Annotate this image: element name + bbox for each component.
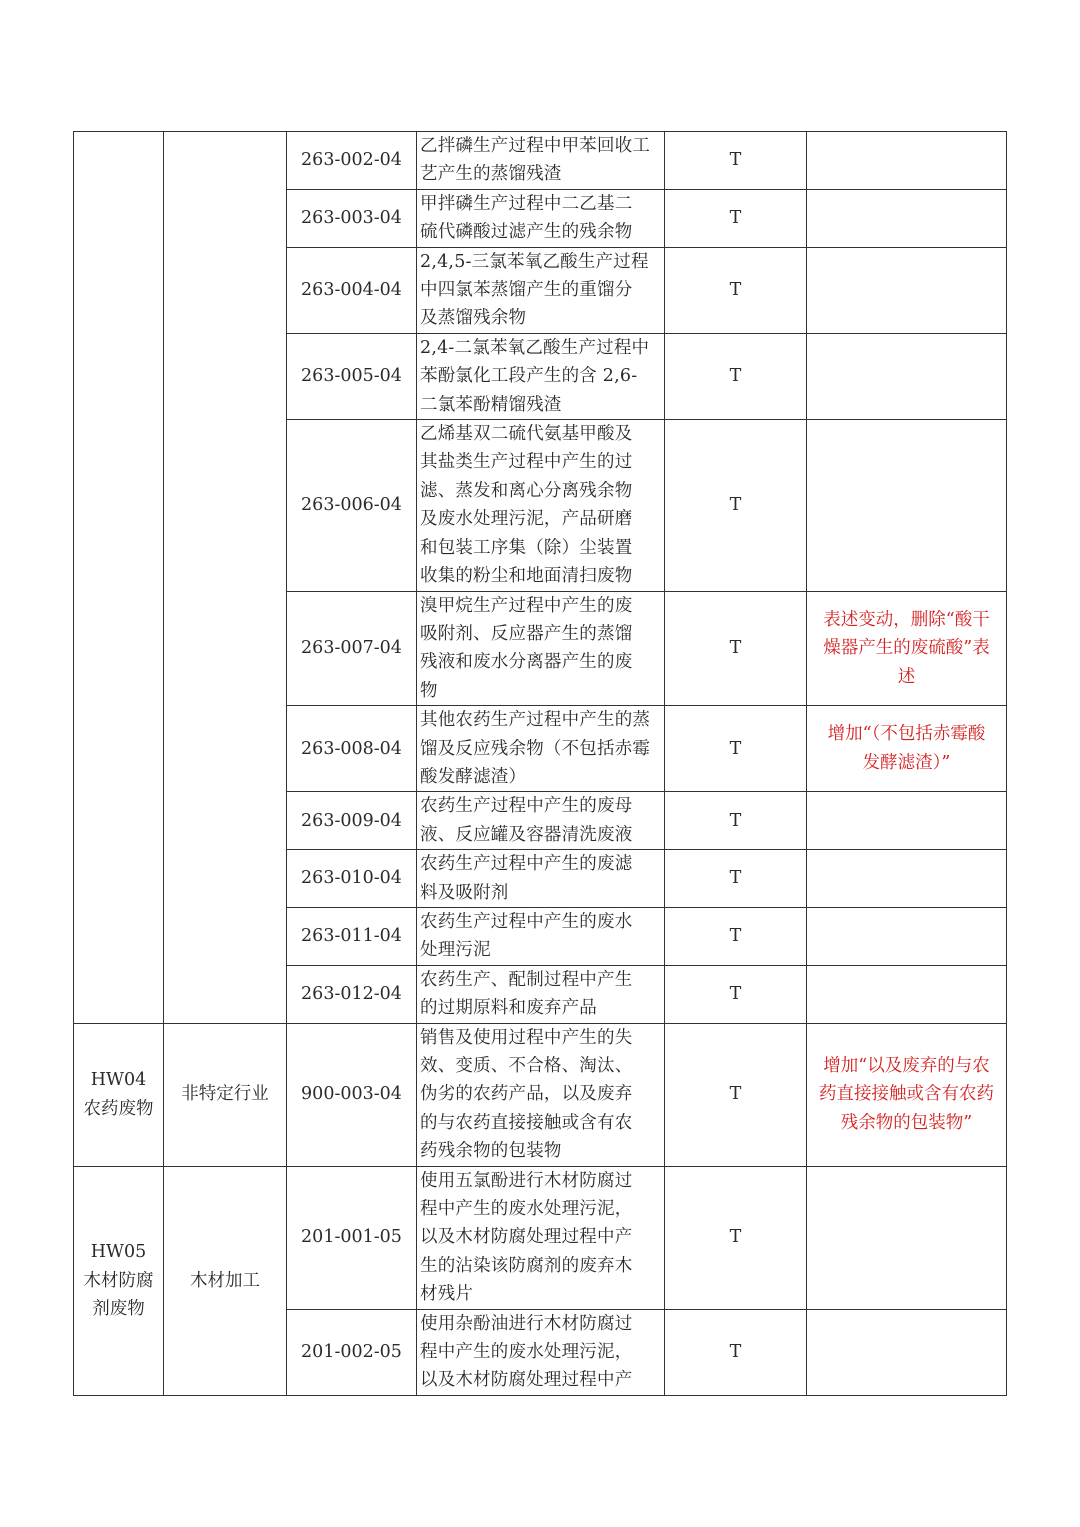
- note-cell: [807, 1309, 1007, 1395]
- waste-code-cell: 263-002-04: [287, 132, 417, 190]
- waste-source-cell: 使用五氯酚进行木材防腐过 程中产生的废水处理污泥， 以及木材防腐处理过程中产 生的沾染该防腐剂的废弃木 材残片: [417, 1166, 665, 1309]
- waste-code-cell: 263-003-04: [287, 189, 417, 247]
- waste-code-cell: 201-001-05: [287, 1166, 417, 1309]
- industry-cell: [164, 132, 287, 1024]
- waste-code-cell: 263-007-04: [287, 591, 417, 706]
- waste-code-cell: 263-004-04: [287, 247, 417, 333]
- waste-source-cell: 2,4,5-三氯苯氧乙酸生产过程 中四氯苯蒸馏产生的重馏分 及蒸馏残余物: [417, 247, 665, 333]
- industry-cell: 非特定行业: [164, 1023, 287, 1166]
- waste-source-cell: 乙拌磷生产过程中甲苯回收工 艺产生的蒸馏残渣: [417, 132, 665, 190]
- waste-category-cell: HW04 农药废物: [74, 1023, 164, 1166]
- waste-source-cell: 乙烯基双二硫代氨基甲酸及 其盐类生产过程中产生的过 滤、蒸发和离心分离残余物 及废水处理污泥，产品研磨 和包装工序集（除）尘装置 收集的粉尘和地面清扫废物: [417, 420, 665, 591]
- waste-code-cell: 201-002-05: [287, 1309, 417, 1395]
- hazard-characteristic-cell: T: [665, 1023, 807, 1166]
- waste-category-cell: HW05 木材防腐 剂废物: [74, 1166, 164, 1395]
- waste-source-cell: 使用杂酚油进行木材防腐过 程中产生的废水处理污泥， 以及木材防腐处理过程中产: [417, 1309, 665, 1395]
- waste-code-cell: 263-012-04: [287, 965, 417, 1023]
- hazard-characteristic-cell: T: [665, 965, 807, 1023]
- waste-category-cell: [74, 132, 164, 1024]
- waste-code-cell: 900-003-04: [287, 1023, 417, 1166]
- hazard-characteristic-cell: T: [665, 333, 807, 419]
- note-cell: [807, 1166, 1007, 1309]
- table-row: [74, 1023, 1007, 1166]
- waste-source-cell: 销售及使用过程中产生的失 效、变质、不合格、淘汰、 伪劣的农药产品，以及废弃 的与农药直接接触或含有农 药残余物的包装物: [417, 1023, 665, 1166]
- note-cell: [807, 189, 1007, 247]
- table-row: [74, 1166, 1007, 1309]
- hazardous-waste-table: [73, 131, 1007, 1396]
- note-cell: [807, 420, 1007, 591]
- note-cell: [807, 247, 1007, 333]
- waste-source-cell: 其他农药生产过程中产生的蒸 馏及反应残余物（不包括赤霉 酸发酵滤渣）: [417, 706, 665, 792]
- waste-code-cell: 263-006-04: [287, 420, 417, 591]
- waste-source-cell: 农药生产过程中产生的废滤 料及吸附剂: [417, 850, 665, 908]
- change-note-cell: 表述变动，删除“酸干 燥器产生的废硫酸”表 述: [807, 591, 1007, 706]
- waste-code-cell: 263-009-04: [287, 792, 417, 850]
- waste-source-cell: 2,4-二氯苯氧乙酸生产过程中 苯酚氯化工段产生的含 2,6- 二氯苯酚精馏残渣: [417, 333, 665, 419]
- note-cell: [807, 333, 1007, 419]
- hazard-characteristic-cell: T: [665, 1309, 807, 1395]
- note-cell: [807, 965, 1007, 1023]
- waste-code-cell: 263-008-04: [287, 706, 417, 792]
- hazard-characteristic-cell: T: [665, 1166, 807, 1309]
- waste-code-cell: 263-005-04: [287, 333, 417, 419]
- hazard-characteristic-cell: T: [665, 420, 807, 591]
- waste-code-cell: 263-010-04: [287, 850, 417, 908]
- waste-source-cell: 农药生产过程中产生的废母 液、反应罐及容器清洗废液: [417, 792, 665, 850]
- note-cell: [807, 792, 1007, 850]
- hazard-characteristic-cell: T: [665, 907, 807, 965]
- table-row: [74, 132, 1007, 190]
- note-cell: [807, 850, 1007, 908]
- waste-source-cell: 农药生产过程中产生的废水 处理污泥: [417, 907, 665, 965]
- waste-source-cell: 甲拌磷生产过程中二乙基二 硫代磷酸过滤产生的残余物: [417, 189, 665, 247]
- hazard-characteristic-cell: T: [665, 591, 807, 706]
- waste-source-cell: 农药生产、配制过程中产生 的过期原料和废弃产品: [417, 965, 665, 1023]
- hazard-characteristic-cell: T: [665, 132, 807, 190]
- hazard-characteristic-cell: T: [665, 189, 807, 247]
- note-cell: [807, 907, 1007, 965]
- industry-cell: 木材加工: [164, 1166, 287, 1395]
- hazard-characteristic-cell: T: [665, 247, 807, 333]
- change-note-cell: 增加“（不包括赤霉酸 发酵滤渣）”: [807, 706, 1007, 792]
- waste-source-cell: 溴甲烷生产过程中产生的废 吸附剂、反应器产生的蒸馏 残液和废水分离器产生的废 物: [417, 591, 665, 706]
- note-cell: [807, 132, 1007, 190]
- waste-code-cell: 263-011-04: [287, 907, 417, 965]
- hazard-characteristic-cell: T: [665, 792, 807, 850]
- change-note-cell: 增加“以及废弃的与农 药直接接触或含有农药 残余物的包装物”: [807, 1023, 1007, 1166]
- hazard-characteristic-cell: T: [665, 706, 807, 792]
- hazard-characteristic-cell: T: [665, 850, 807, 908]
